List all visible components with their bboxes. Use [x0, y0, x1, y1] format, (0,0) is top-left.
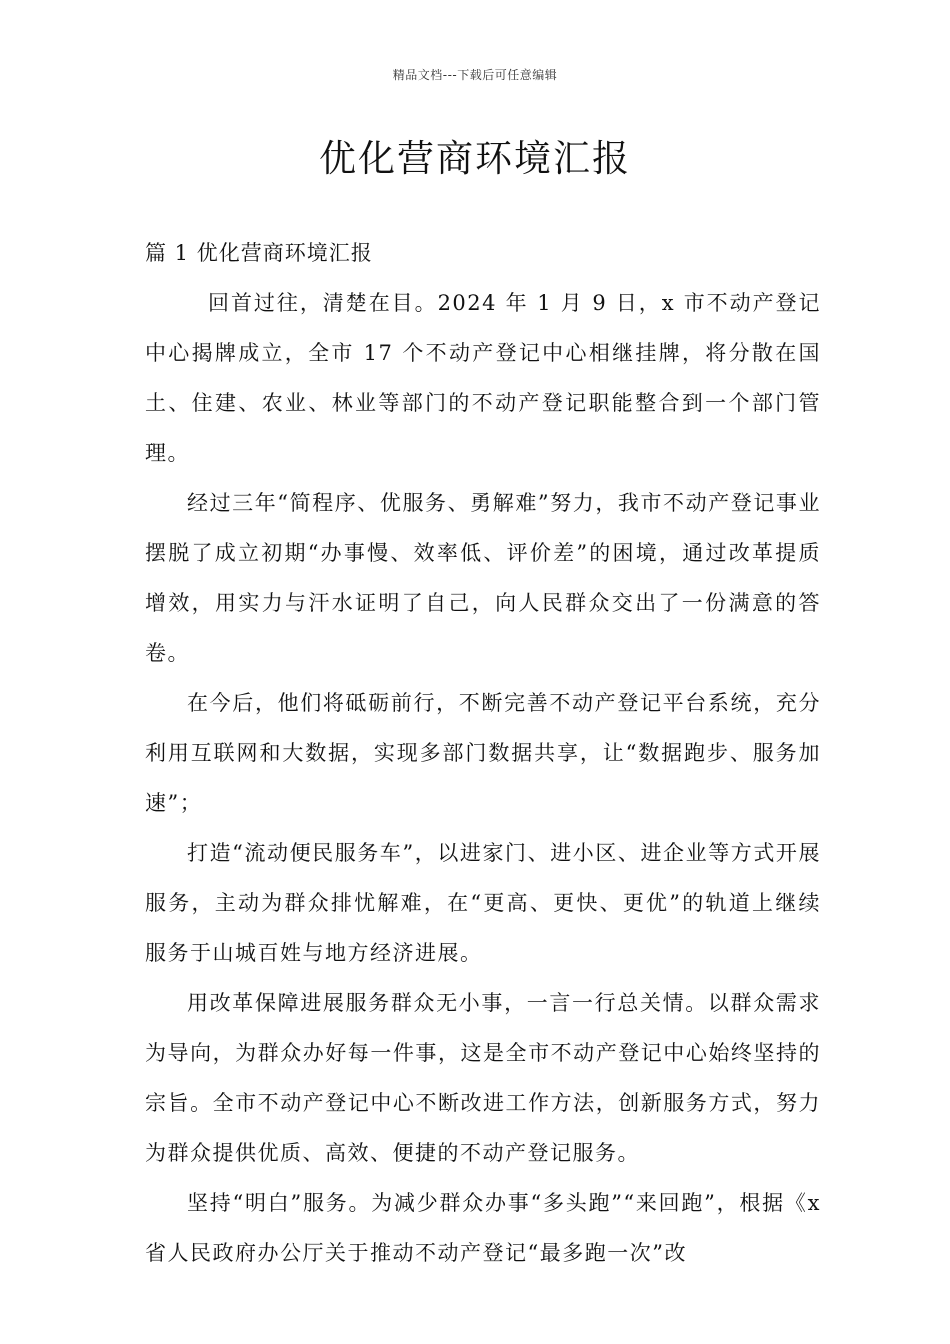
paragraph-3: 在今后，他们将砥砺前行，不断完善不动产登记平台系统，充分利用互联网和大数据，实现多部门数据共享，让“数据跑步、服务加速”； [145, 691, 821, 815]
document-title: 优化营商环境汇报 [319, 137, 631, 180]
paragraph-4: 打造“流动便民服务车”，以进家门、进小区、进企业等方式开展服务，主动为群众排忧解难，在“更高、更快、更优”的轨道上继续服务于山城百姓与地方经济进展。 [145, 841, 821, 965]
paragraph-1: 回首过往，清楚在目。2024 年 1 月 9 日，x 市不动产登记中心揭牌成立，全市 17 个不动产登记中心相继挂牌，将分散在国土、住建、农业、林业等部门的不动产登记职能整合到一个部门管理。 [145, 291, 821, 465]
paragraph-6: 坚持“明白”服务。为减少群众办事“多头跑”“来回跑”，根据《x 省人民政府办公厅关于推动不动产登记“最多跑一次”改 [145, 1191, 821, 1265]
header-note: 精品文档---下载后可任意编辑 [392, 68, 558, 82]
section-heading: 篇 1 优化营商环境汇报 [145, 241, 373, 265]
document-body [145, 228, 821, 1278]
paragraph-2: 经过三年“简程序、优服务、勇解难”努力，我市不动产登记事业摆脱了成立初期“办事慢、效率低、评价差”的困境，通过改革提质增效，用实力与汗水证明了自己，向人民群众交出了一份满意的答卷。 [145, 491, 821, 665]
paragraph-5: 用改革保障进展服务群众无小事，一言一行总关情。以群众需求为导向，为群众办好每一件事，这是全市不动产登记中心始终坚持的宗旨。全市不动产登记中心不断改进工作方法，创新服务方式，努力为群众提供优质、高效、便捷的不动产登记服务。 [145, 991, 821, 1165]
